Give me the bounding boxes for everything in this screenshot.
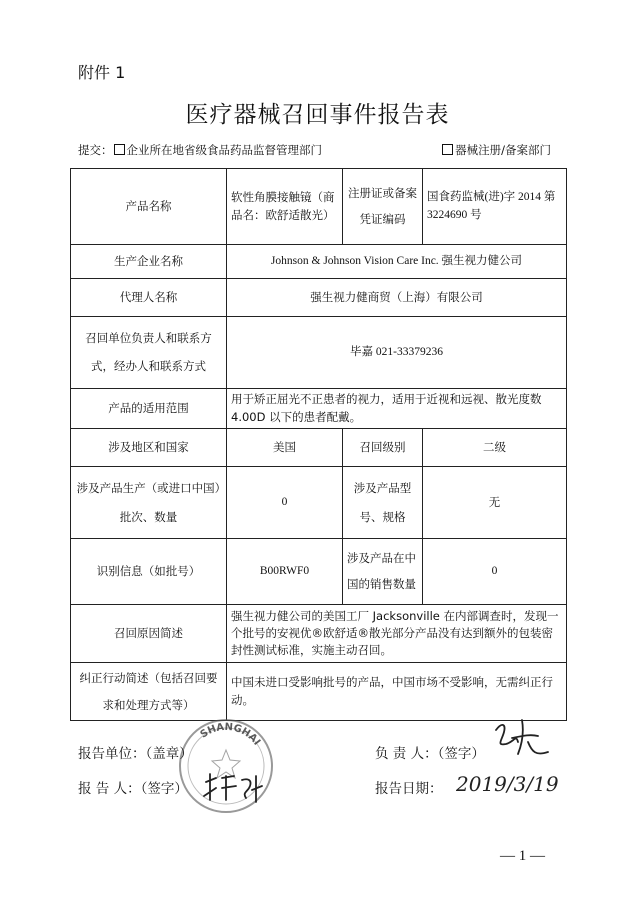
table-row: [71, 245, 567, 279]
table-row: [71, 169, 567, 245]
manufacturer-label: 生产企业名称: [71, 245, 227, 279]
table-row: [71, 317, 567, 389]
report-date-label: 报告日期：: [375, 781, 443, 797]
submit-line: [78, 142, 322, 158]
product-name-value: 软性角膜接触镜（商品名：欧舒适散光）: [227, 169, 343, 245]
submit-prefix: 提交：: [78, 143, 113, 157]
registration-label: 注册证或备案凭证编码: [343, 169, 423, 245]
seal-text: SHANGHAI: [198, 721, 263, 748]
table-row: [71, 389, 567, 429]
scope-label: 产品的适用范围: [71, 389, 227, 429]
table-row: [71, 279, 567, 317]
scope-value: 用于矫正屈光不正患者的视力，适用于近视和远视、散光度数 4.00D 以下的患者配戴。: [227, 389, 567, 429]
agent-label: 代理人名称: [71, 279, 227, 317]
region-label: 涉及地区和国家: [71, 429, 227, 467]
recall-level-value: 二级: [423, 429, 567, 467]
attachment-label: 附件 1: [78, 63, 126, 82]
registration-value: 国食药监械(进)字 2014 第 3224690 号: [423, 169, 567, 245]
action-label: 纠正行动简述（包括召回要求和处理方式等）: [71, 663, 227, 721]
models-label: 涉及产品型号、规格: [343, 467, 423, 539]
china-sales-value: 0: [423, 539, 567, 605]
batches-value: 0: [227, 467, 343, 539]
contact-value: 毕嘉 021-33379236: [227, 317, 567, 389]
submit-option-provincial: 企业所在地省级食品药品监督管理部门: [126, 143, 322, 157]
reason-label: 召回原因简述: [71, 605, 227, 663]
china-sales-label: 涉及产品在中国的销售数量: [343, 539, 423, 605]
submit-line-right: [441, 142, 551, 158]
models-value: 无: [423, 467, 567, 539]
id-info-label: 识别信息（如批号）: [71, 539, 227, 605]
checkbox-provincial[interactable]: [114, 144, 125, 155]
checkbox-registration-dept[interactable]: [442, 144, 453, 155]
action-value: 中国未进口受影响批号的产品，中国市场不受影响，无需纠正行动。: [227, 663, 567, 721]
table-row: [71, 429, 567, 467]
product-name-label: 产品名称: [71, 169, 227, 245]
table-row: [71, 605, 567, 663]
table-row: [71, 539, 567, 605]
agent-value: 强生视力健商贸（上海）有限公司: [227, 279, 567, 317]
responsible-person-label: 负 责 人：（签字）: [375, 746, 485, 762]
batches-label: 涉及产品生产（或进口中国）批次、数量: [71, 467, 227, 539]
reporter-signature: [200, 770, 280, 810]
id-info-value: B00RWF0: [227, 539, 343, 605]
reason-value: 强生视力健公司的美国工厂 Jacksonville 在内部调查时，发现一个批号的安视优®欧舒适®散光部分产品没有达到额外的包装密封性测试标准，实施主动召回。: [227, 605, 567, 663]
page-number: — 1 —: [500, 848, 545, 864]
manufacturer-value: Johnson & Johnson Vision Care Inc. 强生视力健公司: [227, 245, 567, 279]
report-unit-label: 报告单位：（盖章）: [78, 746, 193, 762]
recall-report-table: [70, 168, 567, 721]
submit-option-registration-dept: 器械注册/备案部门: [455, 143, 551, 157]
table-row: [71, 467, 567, 539]
report-date-value: 2019/3/19: [456, 772, 559, 796]
responsible-signature: [482, 712, 562, 772]
recall-level-label: 召回级别: [343, 429, 423, 467]
contact-label: 召回单位负责人和联系方式，经办人和联系方式: [71, 317, 227, 389]
reporter-label: 报 告 人：（签字）: [78, 781, 188, 797]
region-value: 美国: [227, 429, 343, 467]
page-title: 医疗器械召回事件报告表: [185, 102, 450, 128]
